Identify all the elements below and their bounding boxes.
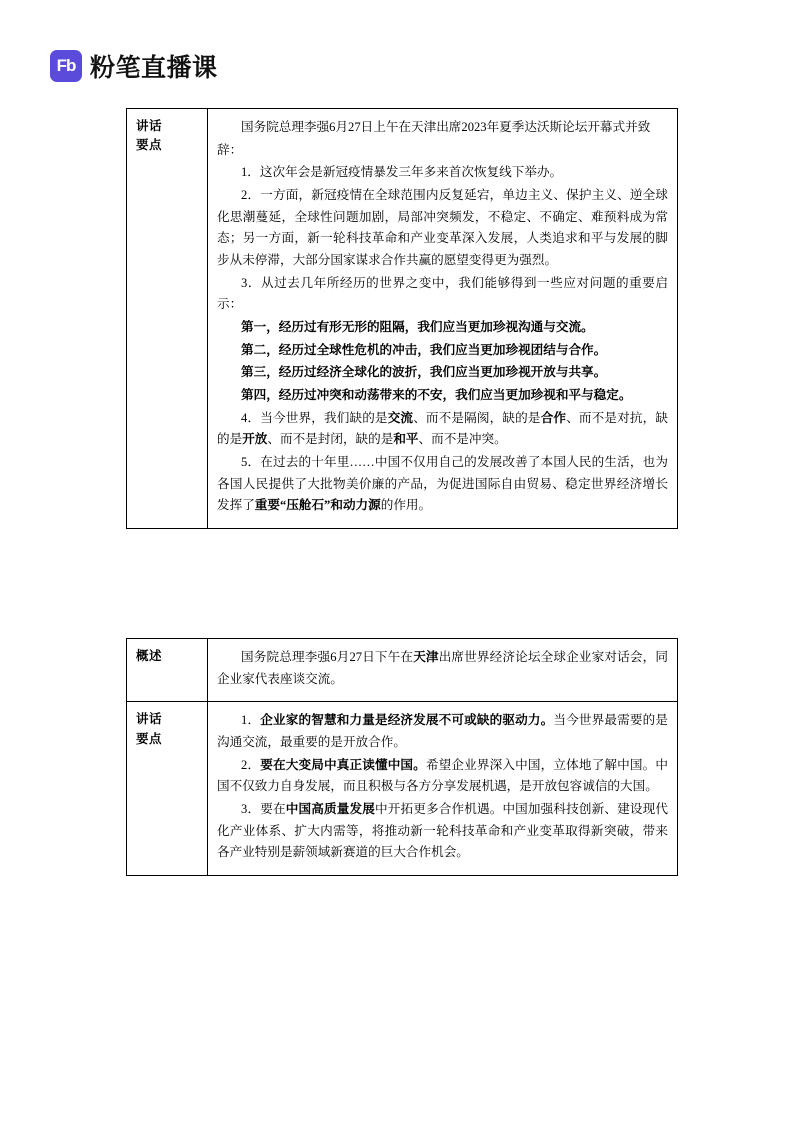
row-label-line: 要点 xyxy=(136,138,163,153)
content-paragraph: 5．在过去的十年里……中国不仅用自己的发展改善了本国人民的生活，也为各国人民提供了大批物美价廉的产品，为促进国际自由贸易、稳定世界经济增长发挥了重要“压舱石”和动力源的作用。 xyxy=(217,454,668,513)
content-paragraph: 4．当今世界，我们缺的是交流、而不是隔阂，缺的是合作、而不是对抗，缺的是开放、而不是封闭，缺的是和平、而不是冲突。 xyxy=(217,410,669,447)
table-row xyxy=(127,702,678,876)
content-paragraph: 辞： xyxy=(217,142,243,157)
brand-name: 粉笔直播课 xyxy=(90,54,218,82)
row-content-cell xyxy=(208,639,678,702)
row-label-line: 要点 xyxy=(136,731,163,746)
table-row xyxy=(127,109,678,529)
row-content-cell xyxy=(208,702,678,876)
content-paragraph: 2．一方面，新冠疫情在全球范围内反复延宕，单边主义、保护主义、逆全球化思潮蔓延，全球性问题加剧，局部冲突频发，不稳定、不确定、难预料成为常态；另一方面，新一轮科技革命和产业变革深入发展，人类追求和平与发展的脚步从未停滞，大部分国家谋求合作共赢的愿望变得更为强烈。 xyxy=(217,187,668,267)
row-label-cell xyxy=(127,109,208,529)
content-paragraph: 3．要在中国高质量发展中开拓更多合作机遇。中国加强科技创新、建设现代化产业体系、扩大内需等，将推动新一轮科技革命和产业变革取得新突破，带来各产业特别是薪领域新赛道的巨大合作机会。 xyxy=(217,801,669,860)
content-paragraph: 2．要在大变局中真正读懂中国。希望企业界深入中国，立体地了解中国。中国不仅致力自身发展，而且积极与各方分享发展机遇，是开放包容诚信的大国。 xyxy=(217,757,669,794)
row-label-cell xyxy=(127,702,208,876)
speech-points-table-body xyxy=(127,109,678,529)
content-paragraph: 第四，经历过冲突和动荡带来的不安，我们应当更加珍视和平与稳定。 xyxy=(241,387,632,402)
content-paragraph: 1．企业家的智慧和力量是经济发展不可或缺的驱动力。当今世界最需要的是沟通交流，最重要的是开放合作。 xyxy=(217,713,669,749)
content-paragraph: 国务院总理李强6月27日上午在天津出席2023年夏季达沃斯论坛开幕式并致 xyxy=(241,120,651,134)
content-paragraph: 第三，经历过经济全球化的波折，我们应当更加珍视开放与共享。 xyxy=(241,365,607,380)
content-paragraph: 国务院总理李强6月27日下午在天津出席世界经济论坛全球企业家对话会，同企业家代表座谈交流。 xyxy=(217,650,669,686)
speech-points-table xyxy=(126,108,678,529)
fenbi-logo-icon: Fb xyxy=(50,50,82,82)
content-paragraph: 1．这次年会是新冠疫情暴发三年多来首次恢复线下举办。 xyxy=(241,165,563,180)
table-row xyxy=(127,639,678,702)
overview-table-body xyxy=(127,639,678,876)
content-paragraph: 第二，经历过全球性危机的冲击，我们应当更加珍视团结与合作。 xyxy=(241,342,607,357)
brand-header xyxy=(50,48,218,84)
row-label-line: 讲话 xyxy=(136,119,163,133)
overview-table xyxy=(126,638,678,876)
content-paragraph: 3．从过去几年所经历的世界之变中，我们能够得到一些应对问题的重要启示： xyxy=(217,275,668,312)
content-paragraph: 第一，经历过有形无形的阻隔，我们应当更加珍视沟通与交流。 xyxy=(241,319,594,334)
row-content-cell xyxy=(208,109,678,529)
row-label-line: 讲话 xyxy=(136,712,163,727)
row-label-cell xyxy=(127,639,208,702)
row-label-line: 概述 xyxy=(136,649,163,663)
